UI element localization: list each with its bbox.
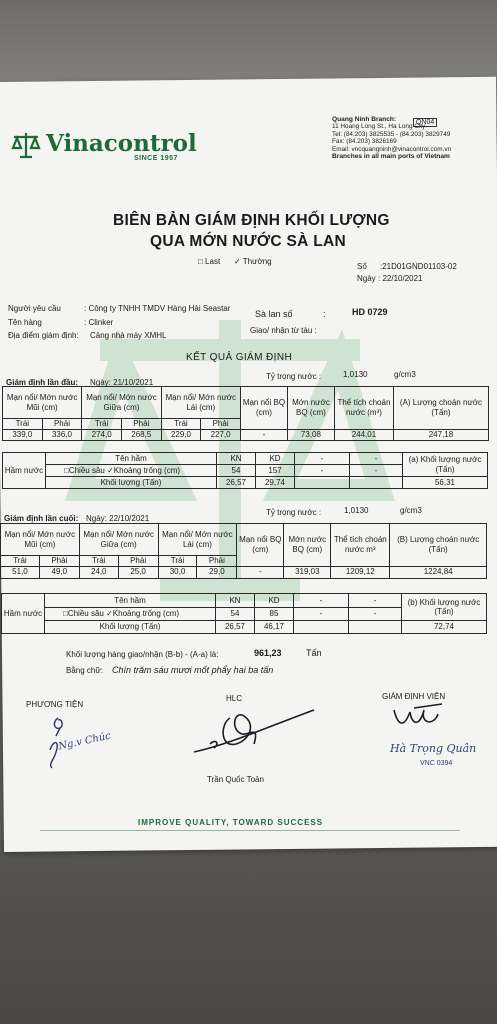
table-cell: 29,74 <box>256 477 295 489</box>
place-label: Địa điểm giám định: <box>8 331 79 340</box>
branch-line: Email: vncquangninh@vinacontrol.com.vn <box>332 145 452 153</box>
tank-kd-header: KD <box>256 453 295 465</box>
doc-number-label: Số <box>357 262 367 271</box>
branch-line: Tel: (84.203) 3825535 - (84.203) 3829749 <box>332 130 451 138</box>
branch-line: Fax: (84.203) 3826169 <box>332 138 397 146</box>
table-cell <box>294 621 349 634</box>
sub-right: Phải <box>121 419 161 430</box>
sub-right: Phải <box>39 556 79 567</box>
table-cell <box>350 477 403 489</box>
last-density-label: Tỷ trọng nước : <box>266 508 322 517</box>
tank-empty: - <box>349 594 402 608</box>
sub-left: Trái <box>1 556 40 567</box>
table-cell: 54 <box>216 608 255 621</box>
option-last: □ Last <box>198 257 221 266</box>
quantity-label: Khối lượng hàng giao/nhận (B-b) - (A-a) là: <box>66 650 219 659</box>
table-cell: 229,0 <box>161 429 201 440</box>
sub-right: Phải <box>197 556 237 567</box>
document-subtitle: QUA MỚN NƯỚC SÀ LAN <box>150 233 346 250</box>
tank-empty: - <box>350 453 403 465</box>
table-cell: 85 <box>255 608 294 621</box>
surveyor-signature <box>380 696 480 736</box>
header-draft-avg: Mớn nước BQ (cm) <box>284 524 331 567</box>
first-draft-table <box>2 386 489 441</box>
header-freeboard-avg: Mạn nổi BQ (cm) <box>237 524 284 567</box>
header-mid: Mạn nổi/ Mớn nước Giữa (cm) <box>82 387 161 419</box>
quantity-unit: Tấn <box>306 648 322 658</box>
barge-label: Sà lan số <box>255 309 293 319</box>
last-survey-label: Giám định lần cuối: <box>4 514 79 523</box>
first-tank-table <box>2 452 488 489</box>
last-density-value: 1,0130 <box>344 506 369 515</box>
words-label: Bằng chữ: <box>66 666 103 675</box>
hlc-signature-title: HLC <box>226 694 243 703</box>
table-cell: 46,17 <box>255 621 294 634</box>
sub-right: Phải <box>201 419 241 430</box>
tank-depth-row: □Chiều sâu ✓Khoảng trống (cm) <box>46 465 217 477</box>
table-cell: 29,0 <box>197 566 237 578</box>
tank-kn-header: KN <box>217 453 256 465</box>
table-cell: 247,18 <box>393 429 488 440</box>
sub-left: Trái <box>82 419 122 430</box>
header-volume: Thể tích choán nước m³ <box>331 524 390 567</box>
quantity-value: 961,23 <box>254 648 282 658</box>
branch-line: 11 Hoang Long St., Ha Long City <box>332 123 426 131</box>
hlc-signer-name: Trần Quốc Toản <box>207 775 264 784</box>
header-displacement: (B) Lượng choán nước (Tấn) <box>390 524 487 567</box>
last-draft-table <box>0 523 487 579</box>
tank-name-header: Tên hầm <box>46 453 217 465</box>
footer-divider <box>40 830 460 831</box>
table-cell: 227,0 <box>201 429 241 440</box>
table-cell: 26,57 <box>216 621 255 634</box>
table-cell: - <box>294 608 349 621</box>
table-cell: - <box>349 608 402 621</box>
header-stern: Mạn nổi/ Mớn nước Lái (cm) <box>158 524 237 556</box>
page-code-box: QN04 <box>413 118 437 127</box>
tank-result-value: 56,31 <box>403 477 488 489</box>
header-displacement: (A) Lượng choán nước (Tấn) <box>393 387 488 430</box>
table-cell: 1224,84 <box>390 566 487 578</box>
header-stern: Mạn nổi/ Mớn nước Lái (cm) <box>161 387 240 419</box>
first-density-label: Tỷ trọng nước : <box>266 372 322 381</box>
result-title: KẾT QUẢ GIÁM ĐỊNH <box>186 352 293 363</box>
table-cell: 339,0 <box>3 429 43 440</box>
surveyor-stamp-name: Hà Trọng Quân <box>390 742 477 755</box>
surveyor-signature-title: GIÁM ĐỊNH VIÊN <box>382 692 446 701</box>
tank-label: Hầm nước <box>3 453 46 489</box>
table-cell: 30,0 <box>158 566 197 578</box>
tank-kn-header: KN <box>216 594 255 608</box>
table-cell: 26,57 <box>217 477 256 489</box>
header-freeboard-avg: Mạn nổi BQ (cm) <box>240 387 287 430</box>
brand-name: Vinacontrol <box>46 130 197 157</box>
footer-slogan: IMPROVE QUALITY, TOWARD SUCCESS <box>138 818 324 827</box>
table-cell: 49,0 <box>39 566 79 578</box>
first-survey-label: Giám định lần đầu: <box>6 378 79 387</box>
first-density-unit: g/cm3 <box>394 370 416 379</box>
doc-number: :21D01GND01103-02 <box>380 262 457 271</box>
scale-logo-icon <box>10 130 42 160</box>
tank-name-header: Tên hầm <box>45 594 216 608</box>
option-regular: ✓ Thường <box>234 257 272 266</box>
table-cell: 336,0 <box>42 429 82 440</box>
header-volume: Thể tích choán nước (m³) <box>334 387 393 430</box>
tank-kd-header: KD <box>255 594 294 608</box>
hlc-signature <box>190 704 320 764</box>
table-cell <box>349 621 402 634</box>
place-value: Cảng nhà máy XMHL <box>90 331 167 340</box>
first-density-value: 1,0130 <box>343 370 368 379</box>
vessel-signature-title: PHƯƠNG TIỆN <box>26 700 84 709</box>
table-cell: 25,0 <box>118 566 158 578</box>
doc-date-label: Ngày <box>357 274 376 283</box>
table-cell: 24,0 <box>79 566 118 578</box>
barge-number: HD 0729 <box>352 307 388 317</box>
branch-line: Branches in all main ports of Vietnam <box>332 153 450 161</box>
branch-title: Quang Ninh Branch: <box>332 116 397 123</box>
vessel-signature-name: Ng.v Chúc <box>57 730 112 753</box>
table-cell: 54 <box>217 465 256 477</box>
last-tank-table <box>1 593 487 634</box>
table-cell: - <box>240 429 287 440</box>
table-cell: - <box>237 566 284 578</box>
delivery-label: Giao/ nhận từ tàu : <box>250 326 317 335</box>
table-cell: 268,5 <box>121 429 161 440</box>
tank-result-value: 72,74 <box>402 621 487 634</box>
header-bow: Mạn nổi/ Mớn nước Mũi (cm) <box>1 524 80 556</box>
words-value: Chín trăm sáu mươi mốt phẩy hai ba tấn <box>112 665 274 675</box>
doc-date: : 22/10/2021 <box>378 274 423 283</box>
sub-left: Trái <box>161 419 201 430</box>
last-survey-date: Ngày: 22/10/2021 <box>86 514 150 523</box>
header-mid: Mạn nổi/ Mớn nước Giữa (cm) <box>79 524 158 556</box>
table-cell: 157 <box>256 465 295 477</box>
table-cell: 244,01 <box>334 429 393 440</box>
table-cell: 1209,12 <box>331 566 390 578</box>
header-draft-avg: Mớn nước BQ (cm) <box>287 387 334 430</box>
sub-right: Phải <box>118 556 158 567</box>
table-cell: 319,03 <box>284 566 331 578</box>
sub-left: Trái <box>3 419 43 430</box>
table-cell: 73,08 <box>287 429 334 440</box>
table-cell <box>295 477 350 489</box>
tank-mass-row: Khối lượng (Tấn) <box>45 621 216 634</box>
requester-value: : Công ty TNHH TMDV Hàng Hải Seastar <box>84 304 231 313</box>
tank-result-header: (a) Khối lượng nước (Tấn) <box>403 453 488 477</box>
barge-colon: : <box>323 309 326 319</box>
table-cell: - <box>295 465 350 477</box>
sub-left: Trái <box>158 556 197 567</box>
document-title: BIÊN BẢN GIÁM ĐỊNH KHỐI LƯỢNG <box>113 212 390 229</box>
tank-empty: - <box>294 594 349 608</box>
surveyor-code: VNC 0394 <box>420 760 453 767</box>
sub-left: Trái <box>79 556 118 567</box>
tank-mass-row: Khối lượng (Tấn) <box>46 477 217 489</box>
table-cell: 274,0 <box>82 429 122 440</box>
table-cell: - <box>350 465 403 477</box>
first-survey-date: Ngày: 21/10/2021 <box>90 378 154 387</box>
brand-since: SINCE 1957 <box>134 155 178 162</box>
table-cell: 51,0 <box>1 566 40 578</box>
sub-right: Phải <box>42 419 82 430</box>
tank-result-header: (b) Khối lượng nước (Tấn) <box>402 594 487 621</box>
requester-label: Người yêu cầu <box>8 304 61 313</box>
header-bow: Mạn nổi/ Mớn nước Mũi (cm) <box>3 387 82 419</box>
tank-label: Hầm nước <box>2 594 45 634</box>
goods-value: : Clinker <box>84 318 114 327</box>
goods-label: Tên hàng <box>8 318 42 327</box>
tank-empty: - <box>295 453 350 465</box>
last-density-unit: g/cm3 <box>400 506 422 515</box>
tank-depth-row: □Chiều sâu ✓Khoảng trống (cm) <box>45 608 216 621</box>
